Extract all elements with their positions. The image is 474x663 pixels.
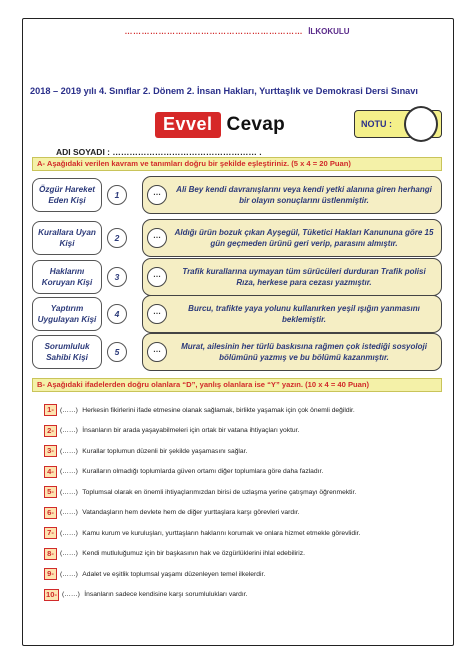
definition-box xyxy=(142,295,442,333)
true-false-list xyxy=(44,400,444,605)
answer-blank[interactable]: (……) xyxy=(61,591,80,599)
answer-blank[interactable]: … xyxy=(147,185,167,205)
list-item xyxy=(44,523,444,544)
definition-box xyxy=(142,219,442,257)
statement-text: Herkesin fikirlerini ifade etmesine olanak sağlamak, birlikte yaşamak için çok önemli değildir. xyxy=(82,406,355,414)
list-item xyxy=(44,400,444,421)
concept-number: 5 xyxy=(107,342,127,362)
statement-text: Kuralların olmadığı toplumlarda güven ortamı diğer toplumlara göre daha fazladır. xyxy=(82,468,324,476)
list-item xyxy=(44,544,444,565)
definition-text: Aldığı ürün bozuk çıkan Ayşegül, Tüketici Hakları Kanununa göre 15 gün geçmeden ürünü geri verip, parasını almıştır. xyxy=(174,228,434,248)
answer-blank[interactable]: … xyxy=(147,304,167,324)
concept-box: Haklarını Koruyan Kişi xyxy=(32,260,102,294)
grade-box xyxy=(354,110,442,138)
answer-blank[interactable]: (……) xyxy=(60,488,78,496)
statement-text: Kendi mutluluğumuz için bir başkasının hak ve özgürlüklerini ihlal edebiliriz. xyxy=(82,550,305,558)
brand-evvel: Evvel xyxy=(155,112,221,138)
statement-text: Vatandaşların hem devlete hem de diğer yurttaşlara karşı görevleri vardır. xyxy=(82,509,300,517)
concept-number: 3 xyxy=(107,267,127,287)
list-item xyxy=(44,441,444,462)
list-item xyxy=(44,482,444,503)
concept-number: 1 xyxy=(107,185,127,205)
answer-blank[interactable]: (……) xyxy=(60,427,78,435)
answer-blank[interactable]: … xyxy=(147,267,167,287)
answer-blank[interactable]: (……) xyxy=(60,406,78,414)
list-item xyxy=(44,462,444,483)
definition-text: Ali Bey kendi davranışlarını veya kendi yetki alanına giren herhangi bir olayın sonuçlarını üstlenmiştir. xyxy=(176,185,432,205)
match-row xyxy=(32,219,444,257)
item-number: 5- xyxy=(44,486,57,498)
answer-blank[interactable]: (……) xyxy=(60,468,78,476)
student-name-field[interactable]: ADI SOYADI : …………………………………………… . xyxy=(56,147,262,157)
school-label: İLKOKULU xyxy=(308,27,350,36)
school-name-blank[interactable]: ……………………………………………………… xyxy=(124,27,303,36)
concept-box: Özgür Hareket Eden Kişi xyxy=(32,178,102,212)
definition-box xyxy=(142,333,442,371)
item-number: 8- xyxy=(44,548,57,560)
answer-blank[interactable]: (……) xyxy=(60,447,78,455)
brand-logo xyxy=(155,111,285,139)
section-a-title: A- Aşağıdaki verilen kavram ve tanımları doğru bir şekilde eşleştiriniz. (5 x 4 = 20 Puan) xyxy=(32,157,442,171)
item-number: 3- xyxy=(44,445,57,457)
statement-text: Kamu kurum ve kuruluşları, yurttaşların haklarını korumak ve onlara hizmet etmekle görevlidir. xyxy=(82,529,361,537)
item-number: 2- xyxy=(44,425,57,437)
statement-text: Toplumsal olarak en önemli ihtiyaçlarımızdan birisi de uzlaşma yerine çatışmayı öğrenmektir. xyxy=(82,488,357,496)
list-item xyxy=(44,585,444,606)
list-item xyxy=(44,421,444,442)
definition-text: Burcu, trafikte yaya yolunu kullanırken yeşil ışığın yanmasını beklemiştir. xyxy=(188,304,420,324)
answer-blank[interactable]: (……) xyxy=(60,570,78,578)
list-item xyxy=(44,564,444,585)
definition-box xyxy=(142,176,442,214)
exam-title: 2018 – 2019 yılı 4. Sınıflar 2. Dönem 2. İnsan Hakları, Yurttaşlık ve Demokrasi Dersi Sınavı xyxy=(30,86,418,96)
item-number: 7- xyxy=(44,527,57,539)
concept-box: Kurallara Uyan Kişi xyxy=(32,221,102,255)
answer-blank[interactable]: … xyxy=(147,228,167,248)
answer-blank[interactable]: … xyxy=(147,342,167,362)
match-row xyxy=(32,176,444,214)
item-number: 1- xyxy=(44,404,57,416)
item-number: 9- xyxy=(44,568,57,580)
concept-box: Yaptırım Uygulayan Kişi xyxy=(32,297,102,331)
school-header xyxy=(30,27,444,36)
item-number: 6- xyxy=(44,507,57,519)
match-row xyxy=(32,295,444,333)
answer-blank[interactable]: (……) xyxy=(60,550,78,558)
list-item xyxy=(44,503,444,524)
concept-number: 2 xyxy=(107,228,127,248)
brand-cevap: Cevap xyxy=(226,114,286,135)
match-row xyxy=(32,333,444,371)
concept-box: Sorumluluk Sahibi Kişi xyxy=(32,335,102,369)
grade-label: NOTU : xyxy=(361,119,392,129)
section-b-title: B- Aşağıdaki ifadelerden doğru olanlara “D”, yanlış olanlara ise “Y” yazın. (10 x 4 = 40 Puan) xyxy=(32,378,442,392)
item-number: 10- xyxy=(46,589,57,599)
statement-text: Adalet ve eşitlik toplumsal yaşamı düzenleyen temel ilkelerdir. xyxy=(82,570,266,578)
definition-text: Murat, ailesinin her türlü baskısına rağmen çok istediği sosyoloji bölümünü yazmış ve bu bölümü kazanmıştır. xyxy=(181,342,427,362)
grade-circle[interactable] xyxy=(404,106,438,142)
answer-blank[interactable]: (……) xyxy=(60,529,78,537)
concept-number: 4 xyxy=(107,304,127,324)
statement-text: Kurallar toplumun düzenli bir şekilde yaşamasını sağlar. xyxy=(82,447,248,455)
statement-text: İnsanların sadece kendisine karşı sorumlulukları vardır. xyxy=(84,591,248,599)
item-number: 4- xyxy=(44,466,57,478)
definition-box xyxy=(142,258,442,296)
statement-text: İnsanların bir arada yaşayabilmeleri için ortak bir vatana ihtiyaçları yoktur. xyxy=(82,427,300,435)
match-row xyxy=(32,258,444,296)
definition-text: Trafik kurallarına uymayan tüm sürücüleri durduran Trafik polisi Rıza, herkese para cezası yazmıştır. xyxy=(182,267,426,287)
answer-blank[interactable]: (……) xyxy=(60,509,78,517)
